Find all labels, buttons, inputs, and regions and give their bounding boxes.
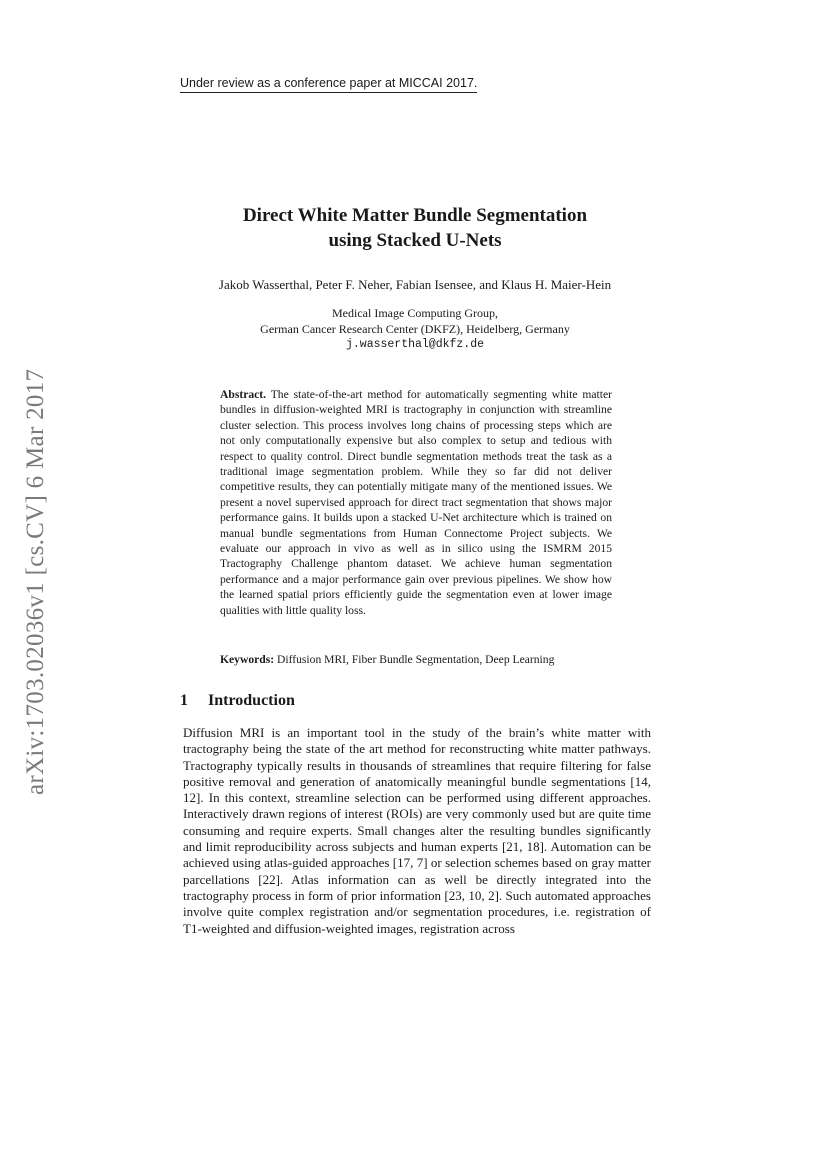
section-number: 1 — [180, 692, 188, 709]
affiliation — [180, 306, 650, 353]
title-line-1: Direct White Matter Bundle Segmentation — [242, 205, 588, 226]
affiliation-line-2: German Cancer Research Center (DKFZ), Heidelberg, Germany — [260, 321, 570, 336]
section-body-text: Diffusion MRI is an important tool in the study of the brain’s white matter with tractography being the state of the art method for reconstructing white matter pathways. Tractography typically results in thousands of streamlines that require filtering for false positive removal and generation of anatomically meaningful bundle segmentations [14, 12]. In this context, streamline selection can be performed using different approaches. Interactively drawn regions of interest (ROIs) are very commonly used but are quite time consuming and require experts. Small changes alter the resulting bundles significantly and limit reproducibility across subjects and human experts [21, 18]. Automation can be achieved using atlas-guided approaches [17, 7] or selection schemes based on gray matter parcellations [22]. Atlas information can as well be directly integrated into the tractography process in form of prior information [23, 10, 2]. Such automated approaches involve quite complex registration and/or segmentation procedures, i.e. registration of T1-weighted and diffusion-weighted images, registration across — [183, 725, 651, 936]
paper-title — [180, 203, 650, 253]
section-title: Introduction — [208, 692, 295, 709]
affiliation-line-1: Medical Image Computing Group, — [332, 306, 498, 320]
keywords-block — [220, 653, 620, 666]
running-header: Under review as a conference paper at MICCAI 2017. — [180, 76, 477, 93]
title-line-2: using Stacked U-Nets — [328, 230, 502, 251]
keywords-label: Keywords: — [220, 653, 275, 666]
author-email: j.wasserthal@dkfz.de — [345, 338, 485, 351]
abstract-text: The state-of-the-art method for automatically segmenting white matter bundles in diffusion-weighted MRI is tractography in conjunction with streamline cluster selection. This process involves long chains of processing steps which are not only computationally expensive but also complex to setup and tedious with respect to quality control. Direct bundle segmentation methods treat the task as a traditional image segmentation problem. While they so far did not deliver competitive results, they can potentially mitigate many of the mentioned issues. We present a novel supervised approach for direct tract segmentation that shows major performance gains. It builds upon a stacked U-Net architecture which is trained on manual bundle segmentations from Human Connectome Project subjects. We evaluate our approach in vivo as well as in silico using the ISMRM 2015 Tractography Challenge phantom dataset. We achieve human segmentation performance and a major performance gain over previous pipelines. We show how the learned spatial priors efficiently guide the segmentation even at lower image qualities with little quality loss. — [220, 388, 612, 617]
keywords-text: Diffusion MRI, Fiber Bundle Segmentation, Deep Learning — [277, 653, 555, 666]
author-list: Jakob Wasserthal, Peter F. Neher, Fabian Isensee, and Klaus H. Maier-Hein — [218, 277, 612, 292]
arxiv-sidebar-stamp: arXiv:1703.02036v1 [cs.CV] 6 Mar 2017 — [22, 368, 49, 795]
section-heading — [180, 692, 295, 710]
abstract-label: Abstract. — [220, 388, 267, 401]
abstract-block — [220, 387, 612, 618]
